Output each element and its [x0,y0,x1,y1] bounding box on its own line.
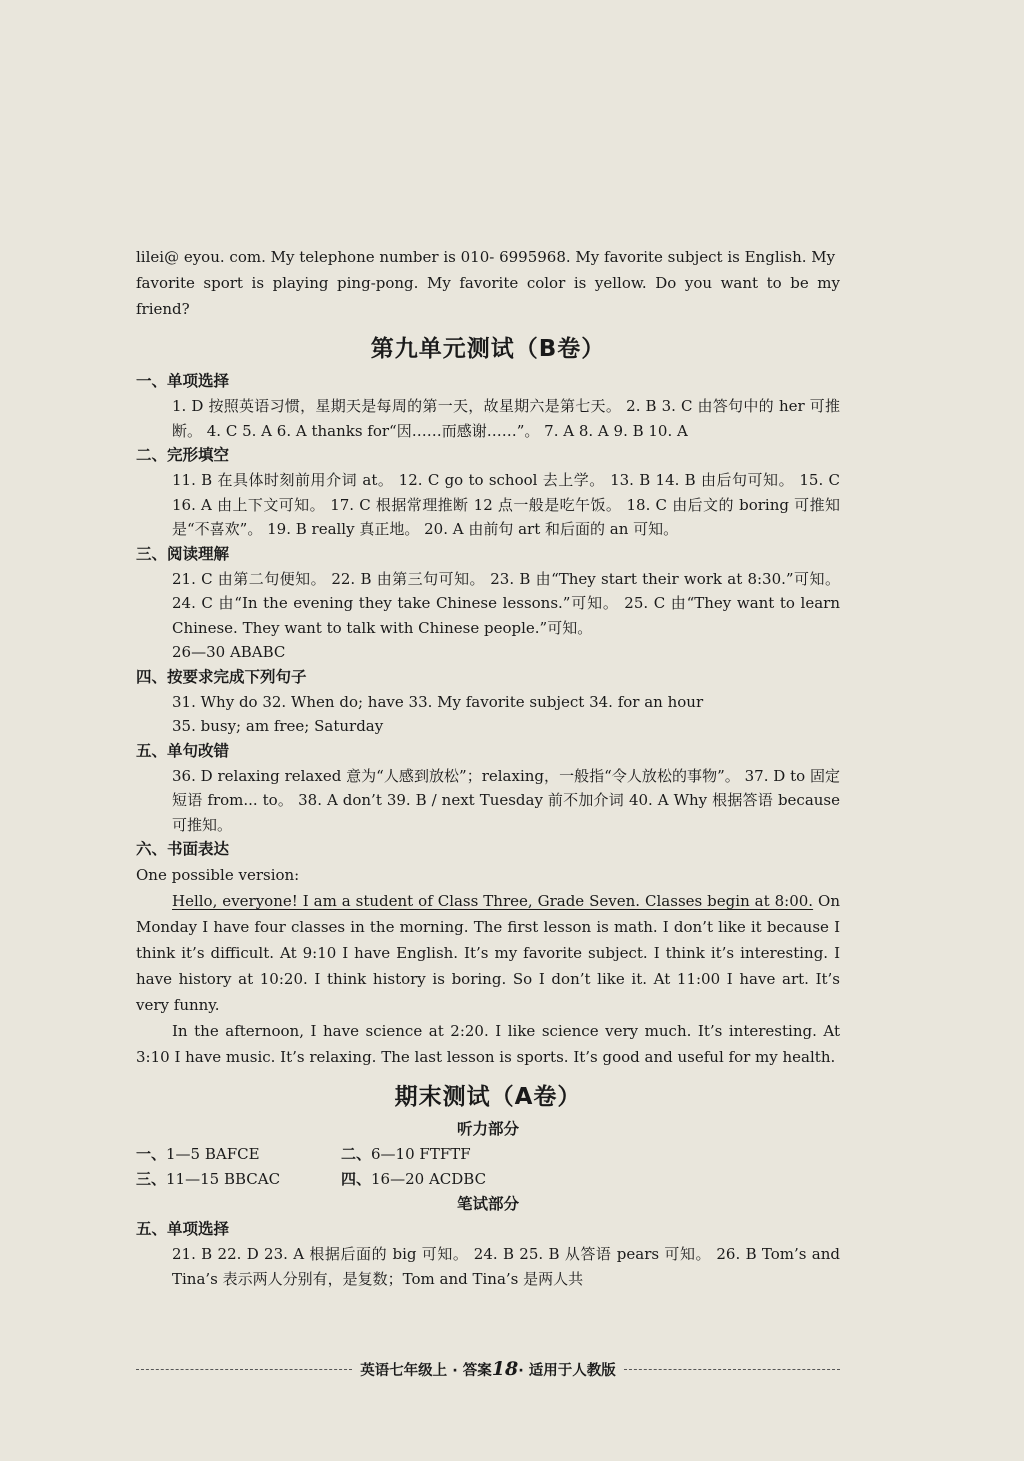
section-reading-answers-2: 26—30 ABABC [172,643,286,661]
section-sentences-title: 四、按要求完成下列句子 [136,667,307,686]
listening-row-2 [136,1167,840,1192]
listening-row-1 [136,1142,840,1167]
section-writing-title: 六、书面表达 [136,840,230,858]
section-single-choice-title: 一、单项选择 [136,372,230,390]
footer-edition-label: · 适用于人教版 [518,1363,616,1379]
writing-paragraph-1-rest: On Monday I have four classes in the morning. The first lesson is math. I don’t like it because I think it’s difficult. At 9:10 I have English. It’s my favorite subject. I think it’s interesting. I have history at 10:20. I think history is boring. So I don’t like it. At 11:00 I have art. It’s very funny. [136,892,840,1014]
listening-label-3: 三、 [136,1170,167,1188]
listening-answers-1: 1—5 BAFCE [166,1145,260,1163]
section-sentences-answers: 31. Why do 32. When do; have 33. My favorite subject 34. for an hour [172,692,704,711]
page-number: 18 [491,1358,519,1380]
listening-label-4: 四、 [341,1170,372,1188]
written-part-title: 笔试部分 [456,1195,519,1213]
section-correction-title: 五、单句改错 [136,741,230,760]
final-single-choice-answers: 21. B 22. D 23. A 根据后面的 big 可知。 24. B 25. B 从答语 pears 可知。 26. B Tom’s and Tina’s 表示两人分别有，是复数；Tom and Tina’s 是两人共 [172,1245,840,1288]
footer-right-rule [624,1369,840,1370]
page-footer [136,1358,840,1380]
listening-label-2: 二、 [341,1145,372,1163]
answer-content [136,244,840,1291]
section-cloze-answers: 11. B 在具体时刻前用介词 at。 12. C go to school 去上学。 13. B 14. B 由后句可知。 15. C 16. A 由上下文可知。 17. C 根据常理推断 12 点一般是吃午饭。 18. C 由后文的 boring 可推知是“不喜欢”。 19. B really 真正地。 20. A 由前句 art 和后面的 an 可知。 [172,471,840,538]
section-single-choice-answers: 1. D 按照英语习惯，星期天是每周的第一天，故星期六是第七天。 2. B 3. C 由答句中的 her 可推断。 4. C 5. A 6. A thanks for“因……而感谢……”。 7. A 8. A 9. B 10. A [172,397,840,440]
footer-book-label: 英语七年级上 · 答案 [360,1363,492,1379]
writing-version-label: One possible version: [136,866,300,884]
section-reading-answers: 21. C 由第二句便知。 22. B 由第三句可知。 23. B 由“They start their work at 8:30.”可知。 24. C 由“In the evening they take Chinese lessons.”可知。 25. C 由“They want to learn Chinese. They want to talk with Chinese people.”可知。 [172,569,840,637]
intro-line-1: lilei@ eyou. com. My telephone number is 010- 6995968. My favorite subject is English. My [136,248,836,266]
footer-text [352,1358,624,1380]
writing-paragraph-2: In the afternoon, I have science at 2:20. I like science very much. It’s interesting. At 3:10 I have music. It’s relaxing. The last lesson is sports. It’s good and useful for my health. [136,1022,840,1066]
section-reading-title: 三、阅读理解 [136,544,230,563]
section-correction-answers: 36. D relaxing relaxed 意为“人感到放松”；relaxing，一般指“令人放松的事物”。 37. D to 固定短语 from... to。 38. A don’t 39. B / next Tuesday 前不加介词 40. A Why 根据答语 because 可推知。 [172,766,840,834]
intro-line-2: favorite sport is playing ping-pong. My favorite color is yellow. Do you want to be my friend? [136,274,840,318]
writing-paragraph-1 [136,888,840,1018]
listening-answers-2: 6—10 FTFTF [371,1145,471,1163]
unit9-title: 第九单元测试（B卷） [370,336,606,362]
listening-answers-4: 16—20 ACDBC [371,1170,487,1188]
final-exam-title: 期末测试（A卷） [394,1084,582,1110]
writing-underlined-opening: Hello, everyone! I am a student of Class Three, Grade Seven. Classes begin at 8:00. [172,892,814,910]
section-cloze-title: 二、完形填空 [136,446,230,464]
listening-label-1: 一、 [136,1145,167,1163]
listening-answers-3: 11—15 BBCAC [166,1170,281,1188]
section-sentences-answers-2: 35. busy; am free; Saturday [172,717,384,735]
footer-left-rule [136,1369,352,1370]
final-single-choice-title: 五、单项选择 [136,1220,230,1238]
listening-part-title: 听力部分 [456,1120,519,1138]
